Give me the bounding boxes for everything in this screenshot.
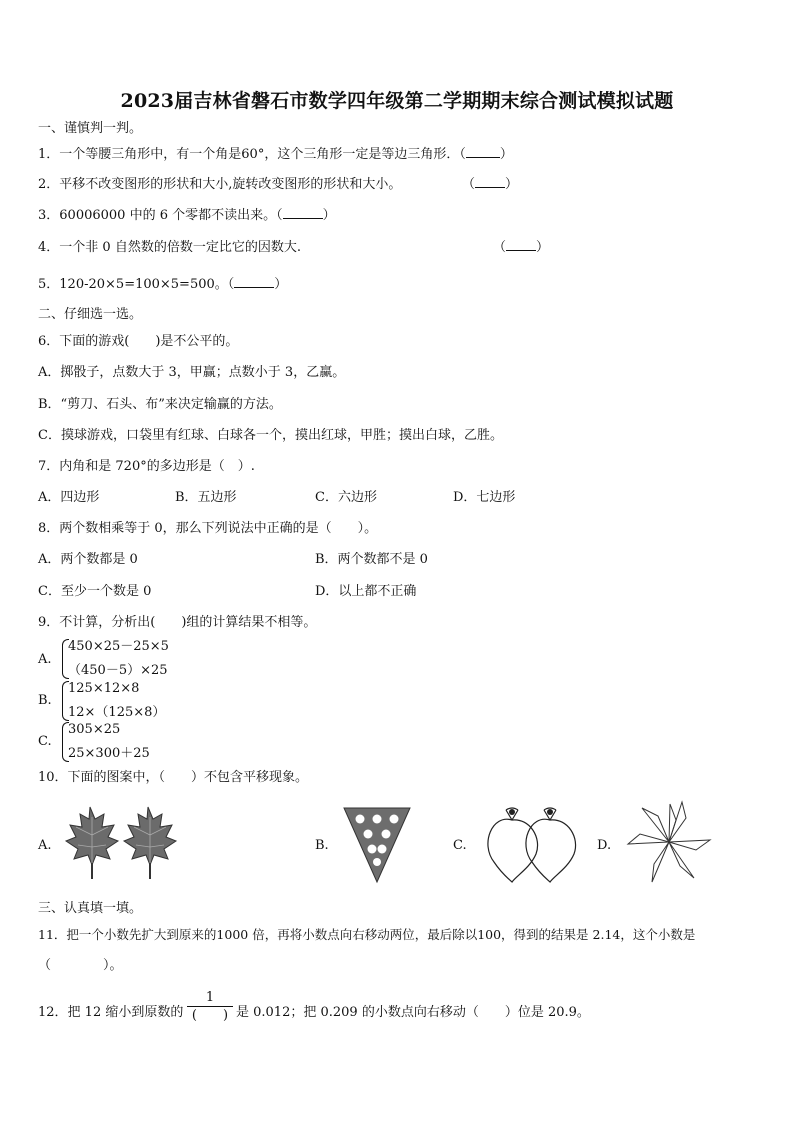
answer-blank[interactable] bbox=[234, 287, 274, 288]
answer-blank[interactable] bbox=[283, 218, 323, 219]
fraction bbox=[187, 990, 233, 1023]
question-9 bbox=[38, 615, 316, 631]
answer-blank[interactable] bbox=[466, 157, 500, 158]
paren-right: ） bbox=[499, 147, 513, 162]
question-text: 不计算，分析出( )组的计算结果不相等。 bbox=[59, 615, 317, 630]
hearts-figure bbox=[482, 804, 584, 884]
question-text: 一个非 0 自然数的倍数一定比它的因数大. bbox=[59, 240, 301, 255]
triangle-snowflake-figure bbox=[342, 806, 412, 884]
question-11 bbox=[38, 927, 695, 943]
option-10b-label[interactable]: B. bbox=[315, 838, 329, 853]
question-1 bbox=[38, 147, 513, 163]
question-12-post: 是 0.012；把 0.209 的小数点向右移动（ ）位是 20.9。 bbox=[236, 1005, 590, 1020]
paren-right: ） bbox=[274, 277, 288, 292]
page-title: 2023届吉林省磐石市数学四年级第二学期期末综合测试模拟试题 bbox=[120, 90, 674, 112]
question-text: 把一个小数先扩大到原来的1000 倍，再将小数点向右移动两位，最后除以100，得到的结果是 2.14，这个小数是 bbox=[66, 927, 696, 942]
question-number: 10． bbox=[38, 770, 68, 785]
section-heading-1: 一、谨慎判一判。 bbox=[38, 121, 143, 136]
heart-icon bbox=[526, 819, 576, 882]
question-12-pre bbox=[38, 1005, 183, 1021]
question-text: 下面的游戏( )是不公平的。 bbox=[59, 334, 239, 349]
paren-left: （ bbox=[462, 177, 476, 192]
question-number: 11． bbox=[38, 927, 67, 942]
question-text: 120-20×5=100×5=500。 bbox=[59, 277, 228, 292]
fraction-denominator[interactable]: ( ) bbox=[191, 1008, 229, 1023]
question-text: 两个数相乘等于 0，那么下列说法中正确的是（ ）。 bbox=[59, 521, 378, 536]
question-number: 8． bbox=[38, 521, 60, 536]
option-8a[interactable]: A．两个数都是 0 bbox=[38, 552, 138, 567]
option-9b-expr-2: 12×（125×8） bbox=[68, 705, 166, 720]
section-heading-3: 三、认真填一填。 bbox=[38, 901, 143, 916]
question-text: 60006000 中的 6 个零都不读出来。 bbox=[59, 208, 277, 223]
question-6 bbox=[38, 334, 238, 350]
question-5 bbox=[38, 277, 287, 293]
paren-right: ） bbox=[505, 177, 519, 192]
pinwheel-figure bbox=[624, 800, 714, 884]
option-8c[interactable]: C．至少一个数是 0 bbox=[38, 584, 152, 599]
paren-right: ） bbox=[536, 240, 550, 255]
answer-blank[interactable] bbox=[506, 250, 536, 251]
paren-left: （ bbox=[276, 208, 283, 223]
option-8d[interactable]: D．以上都不正确 bbox=[315, 584, 417, 599]
option-7a[interactable]: A．四边形 bbox=[38, 490, 100, 505]
question-4 bbox=[38, 240, 301, 256]
section-heading-2: 二、仔细选一选。 bbox=[38, 307, 143, 322]
question-8 bbox=[38, 521, 377, 537]
option-6b[interactable]: B．“剪刀、石头、布”来决定输赢的方法。 bbox=[38, 397, 282, 412]
question-2-answer bbox=[462, 177, 518, 193]
option-9c-expr-2: 25×300＋25 bbox=[68, 746, 150, 761]
question-text: 平移不改变图形的形状和大小,旋转改变图形的形状和大小。 bbox=[59, 177, 402, 192]
option-9a-expr-2: （450－5）×25 bbox=[68, 663, 168, 678]
option-9a-label[interactable]: A. bbox=[38, 652, 52, 667]
option-9b-expr-1: 125×12×8 bbox=[68, 681, 140, 696]
question-10 bbox=[38, 770, 308, 786]
option-9a-expr-1: 450×25－25×5 bbox=[68, 639, 169, 654]
question-number: 4． bbox=[38, 240, 60, 255]
option-10c-label[interactable]: C. bbox=[453, 838, 467, 853]
question-11-answer[interactable]: （ ）。 bbox=[38, 958, 123, 973]
paren-left: （ bbox=[227, 277, 235, 292]
question-text: 内角和是 720°的多边形是（ ）. bbox=[59, 459, 255, 474]
option-7b[interactable]: B．五边形 bbox=[175, 490, 237, 505]
question-text: 下面的图案中，（ ）不包含平移现象。 bbox=[67, 770, 309, 785]
option-9c-expr-1: 305×25 bbox=[68, 722, 121, 737]
option-7c[interactable]: C．六边形 bbox=[315, 490, 377, 505]
question-3 bbox=[38, 208, 336, 224]
option-6c[interactable]: C．摸球游戏，口袋里有红球、白球各一个，摸出红球，甲胜；摸出白球，乙胜。 bbox=[38, 428, 503, 443]
option-9b-label[interactable]: B. bbox=[38, 693, 52, 708]
question-number: 6． bbox=[38, 334, 60, 349]
option-10d-label[interactable]: D. bbox=[597, 838, 612, 853]
fraction-bar bbox=[187, 1006, 233, 1007]
option-8b[interactable]: B．两个数都不是 0 bbox=[315, 552, 428, 567]
paren-right: ） bbox=[322, 208, 336, 223]
question-7 bbox=[38, 459, 255, 475]
question-number: 7． bbox=[38, 459, 60, 474]
question-number: 5． bbox=[38, 277, 60, 292]
question-number: 1． bbox=[38, 147, 60, 162]
question-number: 2． bbox=[38, 177, 60, 192]
option-7d[interactable]: D．七边形 bbox=[453, 490, 516, 505]
paren-left: （ bbox=[493, 240, 507, 255]
paren-left: （ bbox=[459, 147, 466, 162]
fraction-numerator: 1 bbox=[205, 990, 215, 1005]
question-text: 把 12 缩小到原数的 bbox=[67, 1005, 184, 1020]
option-10a-label[interactable]: A. bbox=[38, 838, 52, 853]
option-9c-label[interactable]: C. bbox=[38, 734, 52, 749]
question-number: 3． bbox=[38, 208, 60, 223]
question-number: 9． bbox=[38, 615, 60, 630]
answer-blank[interactable] bbox=[475, 187, 505, 188]
question-2 bbox=[38, 177, 401, 193]
question-text: 一个等腰三角形中，有一个角是60°，这个三角形一定是等边三角形． bbox=[59, 147, 460, 162]
option-6a[interactable]: A．掷骰子，点数大于 3，甲赢；点数小于 3，乙赢。 bbox=[38, 365, 346, 380]
question-4-answer bbox=[493, 240, 549, 256]
question-number: 12． bbox=[38, 1005, 68, 1020]
maple-leaves-figure bbox=[62, 805, 182, 881]
